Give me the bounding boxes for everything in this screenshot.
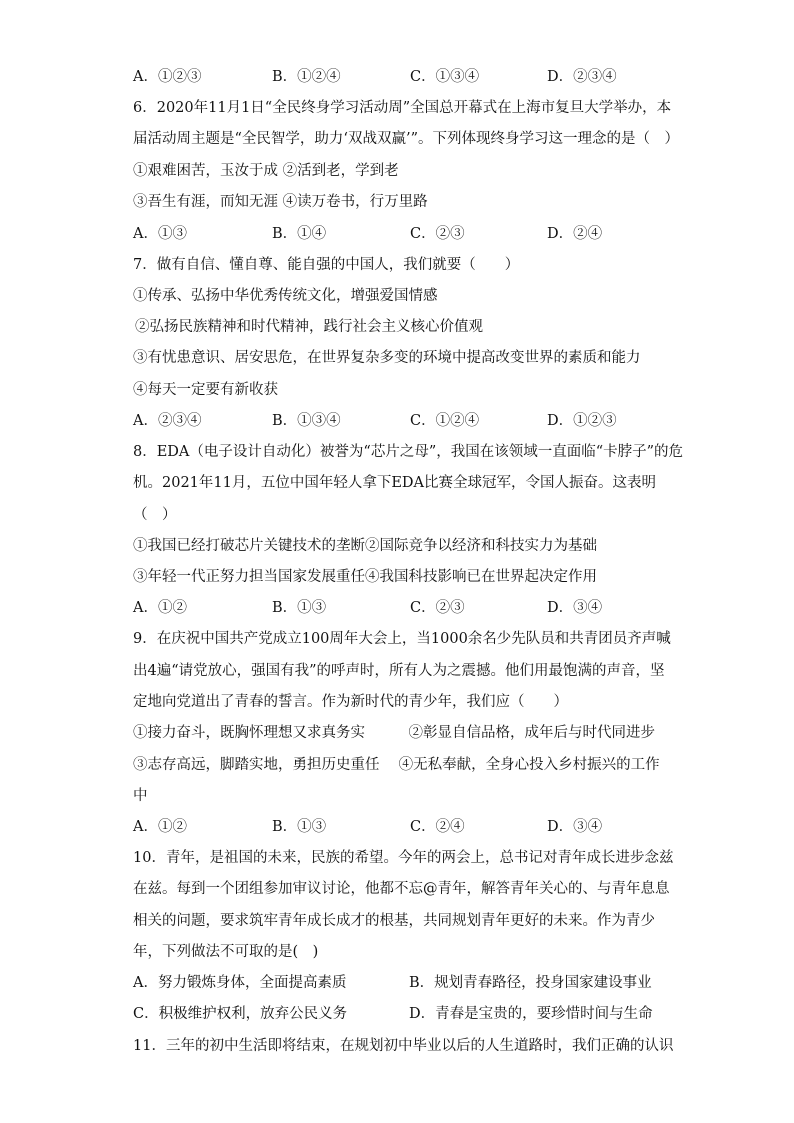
q9-stem-line-3: 定地向党道出了青春的誓言。作为新时代的青少年，我们应（ ） — [133, 694, 568, 710]
q10-option-d[interactable]: D．青春是宝贵的，要珍惜时间与生命 — [409, 1006, 653, 1022]
q10-option-a[interactable]: A．努力锻炼身体，全面提高素质 — [133, 975, 347, 991]
q8-stem-line-3: （ ） — [133, 507, 177, 523]
q10-stem-line-3: 相关的问题，要求筑牢青年成长成才的根基，共同规划青年更好的未来。作为青少 — [133, 913, 655, 929]
q8-option-c[interactable]: C．②③ — [410, 600, 465, 616]
q10-stem-line-1: 10．青年，是祖国的未来，民族的希望。今年的两会上，总书记对青年成长进步念兹 — [133, 850, 674, 866]
q7-stem: 7．做有自信、懂自尊、能自强的中国人，我们就要（ ） — [133, 257, 520, 273]
q7-option-b[interactable]: B．①③④ — [272, 413, 341, 429]
q6-stem-line-1: 6．2020年11月1日“全民终身学习活动周”全国总开幕式在上海市复旦大学举办，本 — [133, 100, 672, 116]
q7-statement-2: ②弘扬民族精神和时代精神，践行社会主义核心价值观 — [135, 319, 483, 335]
q9-option-a[interactable]: A．①② — [133, 819, 187, 835]
q8-statement-line-2: ③年轻一代正努力担当国家发展重任④我国科技影响已在世界起决定作用 — [133, 569, 597, 585]
q10-stem-line-4: 年，下列做法不可取的是( ) — [133, 944, 319, 960]
q10-option-b[interactable]: B．规划青春路径，投身国家建设事业 — [409, 975, 652, 991]
q5-option-d[interactable]: D．②③④ — [547, 69, 617, 85]
q6-stem-line-2: 届活动周主题是“全民智学，助力‘双战双赢’”。下列体现终身学习这一理念的是（ ） — [133, 131, 680, 147]
q9-stem-line-2: 出4遍“请党放心，强国有我”的呼声时，所有人为之震撼。他们用最饱满的声音，坚 — [133, 663, 665, 679]
q5-option-c[interactable]: C．①③④ — [410, 69, 480, 85]
q9-statement-line-3: 中 — [133, 788, 148, 804]
q10-option-c[interactable]: C．积极维护权利，放弃公民义务 — [133, 1006, 348, 1022]
q8-stem-line-1: 8．EDA（电子设计自动化）被誉为“芯片之母”，我国在该领域一直面临“卡脖子”的危 — [133, 444, 684, 460]
q8-statement-line-1: ①我国已经打破芯片关键技术的垄断②国际竞争以经济和科技实力为基础 — [133, 538, 597, 554]
q9-statement-line-1: ①接力奋斗，既胸怀理想又求真务实 ②彰显自信品格，成年后与时代同进步 — [133, 725, 655, 741]
q6-statement-line-2: ③吾生有涯，而知无涯 ④读万卷书，行万里路 — [133, 194, 428, 210]
q9-stem-line-1: 9．在庆祝中国共产党成立100周年大会上，当1000余名少先队员和共青团员齐声喊 — [133, 631, 671, 647]
q7-option-d[interactable]: D．①②③ — [547, 413, 617, 429]
q6-option-b[interactable]: B．①④ — [272, 226, 327, 242]
q8-stem-line-2: 机。2021年11月，五位中国年轻人拿下EDA比赛全球冠军，令国人振奋。这表明 — [133, 475, 657, 491]
q9-option-d[interactable]: D．③④ — [547, 819, 603, 835]
q7-statement-4: ④每天一定要有新收获 — [133, 382, 278, 398]
q5-option-a[interactable]: A．①②③ — [133, 69, 202, 85]
q6-option-d[interactable]: D．②④ — [547, 226, 603, 242]
q6-statement-line-1: ①艰难困苦，玉汝于成 ②活到老，学到老 — [133, 163, 399, 179]
q10-stem-line-2: 在兹。每到一个团组参加审议讨论，他都不忘@青年，解答青年关心的、与青年息息 — [133, 881, 670, 897]
q9-statement-line-2: ③志存高远，脚踏实地，勇担历史重任 ④无私奉献，全身心投入乡村振兴的工作 — [133, 757, 660, 773]
q8-option-b[interactable]: B．①③ — [272, 600, 327, 616]
q8-option-a[interactable]: A．①② — [133, 600, 187, 616]
q11-stem-line-1: 11．三年的初中生活即将结束，在规划初中毕业以后的人生道路时，我们正确的认识 — [133, 1038, 674, 1054]
q5-option-b[interactable]: B．①②④ — [272, 69, 341, 85]
q6-option-a[interactable]: A．①③ — [133, 226, 187, 242]
q6-option-c[interactable]: C．②③ — [410, 226, 465, 242]
q9-option-b[interactable]: B．①③ — [272, 819, 327, 835]
q7-option-a[interactable]: A．②③④ — [133, 413, 202, 429]
q7-statement-1: ①传承、弘扬中华优秀传统文化，增强爱国情感 — [133, 288, 438, 304]
q9-option-c[interactable]: C．②④ — [410, 819, 465, 835]
q7-option-c[interactable]: C．①②④ — [410, 413, 480, 429]
q7-statement-3: ③有忧患意识、居安思危，在世界复杂多变的环境中提高改变世界的素质和能力 — [133, 350, 641, 366]
q8-option-d[interactable]: D．③④ — [547, 600, 603, 616]
